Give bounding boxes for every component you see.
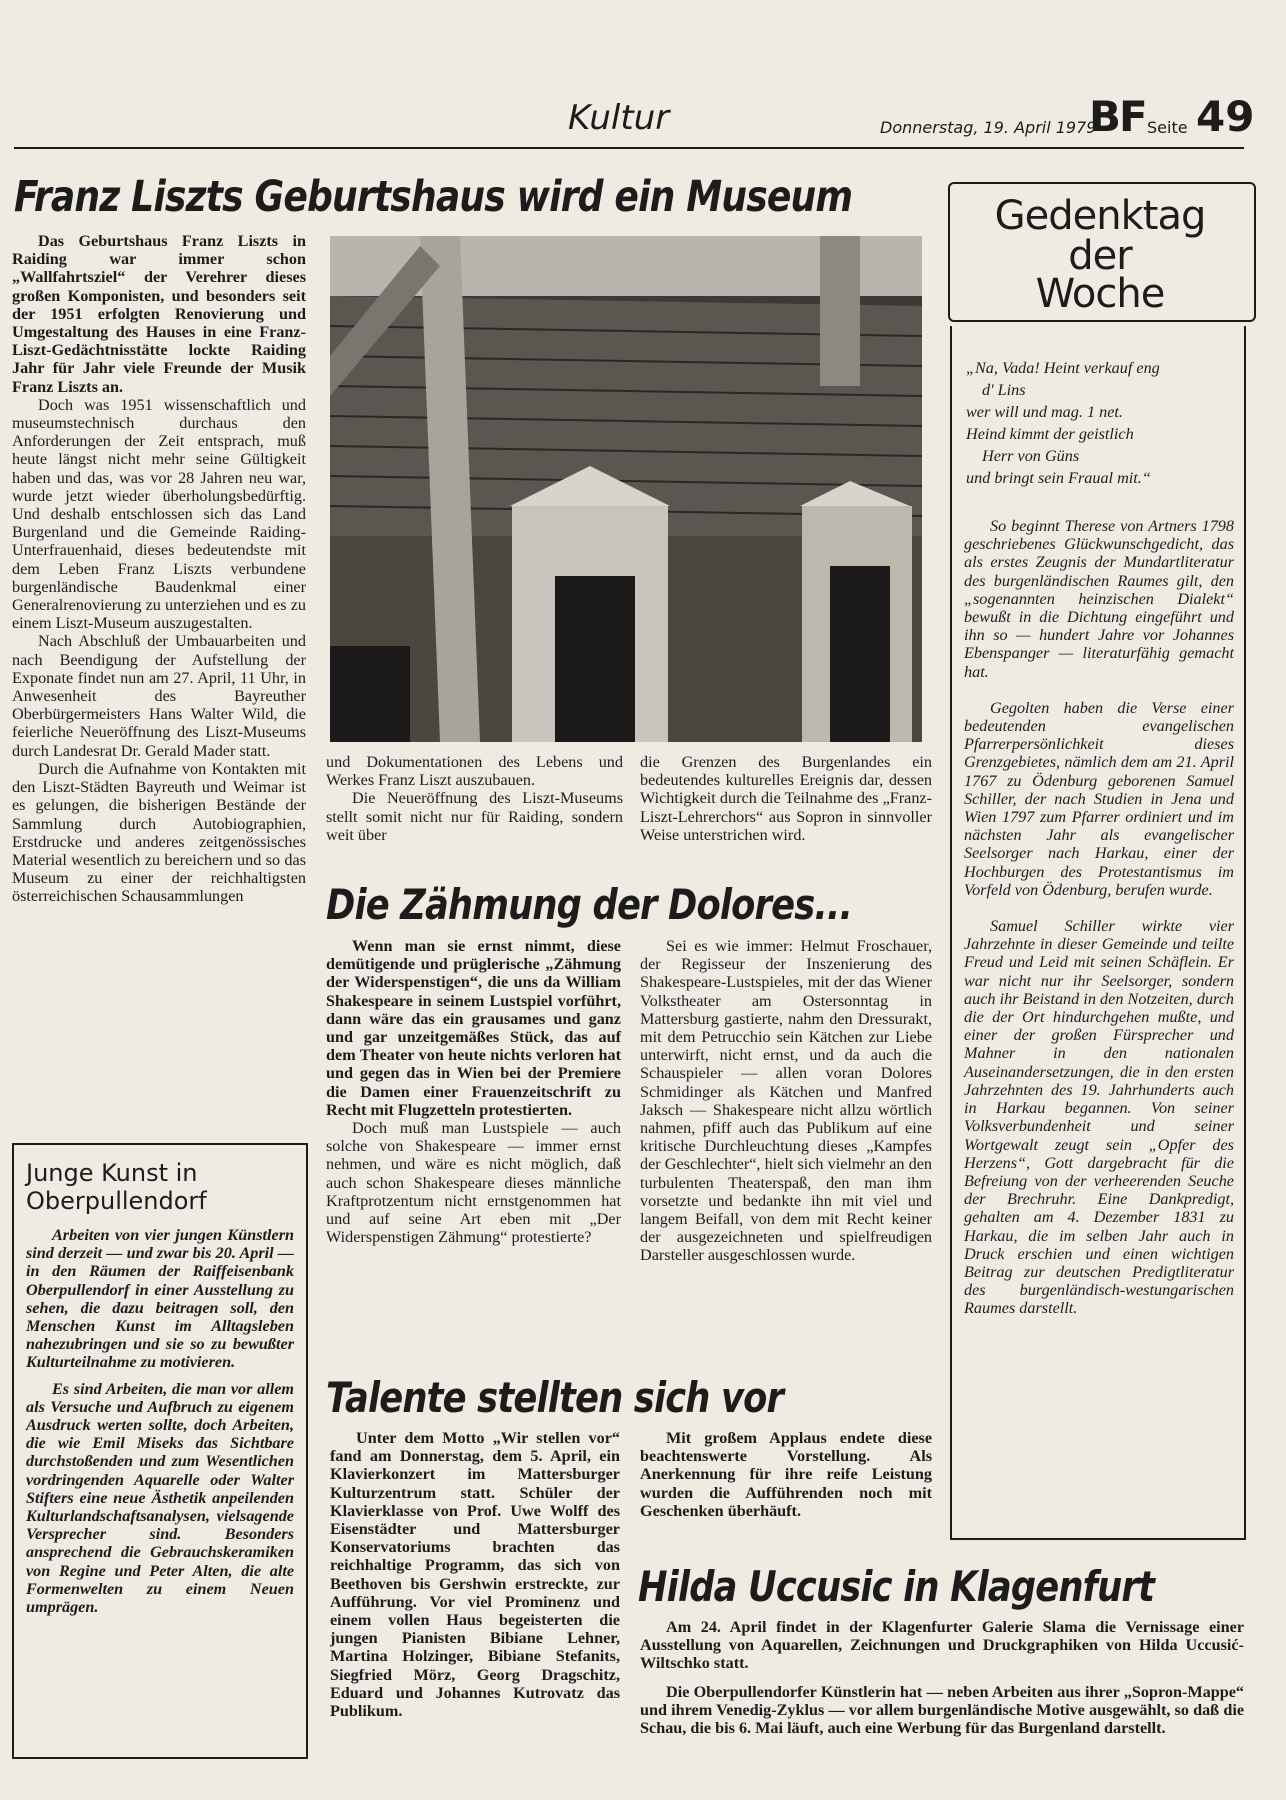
dolores-lead: Wenn man sie ernst nimmt, diese demütigende und prüglerische „Zähmung der Widerspenstigen“, die uns da William Shakespeare in seinem Lustspiel vorführt, dann wäre das ein grausames und ganz und gar unzeitgemäßes Stück, das auf dem Theater von heute nichts verloren hat und gegen das in Wien bei der Premiere die Damen einer Frauenzeitschrift zu Recht mit Flugzetteln protestierten. — [326, 937, 621, 1119]
talente-col2 — [640, 1429, 932, 1520]
gedenktag-verse — [966, 357, 1234, 489]
liszt-col3 — [640, 753, 932, 844]
dolores-col1 — [326, 937, 621, 1246]
talente-para: Unter dem Motto „Wir stellen vor“ fand am Donnerstag, dem 5. April, ein Klavierkonzert im Mattersburger Kulturzentrum statt. Schüler der Klavierklasse von Prof. Uwe Wolff des Eisenstädter und Mattersburger Konservatoriums brachten das reichhaltige Programm, das sich von Beethoven bis Gershwin erstreckte, zur Aufführung. Vor viel Prominenz und einem vollen Haus begeisterten die jungen Pianisten Bibiane Lehner, Martina Holzinger, Bibiane Stefanits, Siegfried Mörz, Georg Dragschitz, Eduard und Johannes Kutrovatz das Publikum. — [330, 1429, 620, 1721]
gedenktag-title-line1: Gedenktag — [994, 193, 1206, 239]
hilda-body — [640, 1618, 1244, 1737]
headline-liszt: Franz Liszts Geburtshaus wird ein Museum — [14, 172, 853, 222]
headline-dolores: Die Zähmung der Dolores... — [326, 880, 853, 929]
junge-box-left — [12, 1143, 14, 1759]
liszt-col2 — [326, 753, 623, 844]
junge-box-bottom — [12, 1757, 308, 1759]
dolores-col2 — [640, 937, 932, 1265]
section-title: Kultur — [568, 98, 670, 138]
junge-para: Arbeiten von vier jungen Künstlern sind derzeit — und zwar bis 20. April — in den Räumen der Raiffeisenbank Oberpullendorf in einer Ausstellung zu sehen, die dazu beitragen soll, den Menschen Kunst im Alltagsleben nahezubringen und sie so zu bewußter Kulturteilnahme zu motivieren. — [26, 1226, 294, 1372]
verse-line: d' Lins — [982, 381, 1026, 399]
talente-col1 — [330, 1429, 620, 1720]
gedenktag-box-right — [1244, 326, 1246, 1540]
verse-line: „Na, Vada! Heint verkauf eng — [966, 359, 1160, 377]
verse-line: und bringt sein Fraual mit.“ — [966, 469, 1151, 487]
gedenktag-para: So beginnt Therese von Artners 1798 geschriebenes Glückwunschgedicht, das als erstes Zeugnis der Mundartliteratur des burgenländischen Raumes gilt, den „sogenannten heinzischen Dialekt“ bewußt in die Dichtung eingeführt und ihn so — hundert Jahre vor Johannes Ebenspanger — literaturfähig gemacht hat. — [964, 517, 1234, 681]
headline-hilda: Hilda Uccusic in Klagenfurt — [638, 1562, 1155, 1611]
gedenktag-body — [964, 517, 1234, 1318]
junge-para: Es sind Arbeiten, die man vor allem als Versuche und Aufbruch zu eigenem Ausdruck werten sollte, doch Arbeiten, die wie Emil Miseks das Sichtbare durchstoßenden und zum Wesentlichen vordringenden Aquarelle oder Walter Stifters eine neue Ästhetik anpeilenden Kulturlandschaftsanalysen, vielsagende Versprecher sind. Besonders ansprechend die Gebrauchskeramiken von Regine und Peter Alten, die alte Formenwelten zu einem Neuen umprägen. — [26, 1379, 294, 1617]
gedenktag-title-line3: Woche — [1035, 271, 1165, 317]
headline-talente: Talente stellten sich vor — [326, 1373, 784, 1422]
dolores-para: Sei es wie immer: Helmut Froschauer, der Regisseur der Inszenierung des Shakespeare-Lustspieles, mit der das Wiener Volkstheater am Ostersonntag in Mattersburg gastierte, nahm den Dressurakt, mit dem Petrucchio sein Kätchen zur Liebe unterwirft, nicht ernst, und da auch die Schauspieler — allen voran Dolores Schmidinger als Kätchen und Manfred Jaksch — Shakespeare nicht allzu wörtlich nahmen, pfiff auch das Publikum auf eine kritische Durchleuchtung dieses „Kampfes der Geschlechter“, hielt sich vielmehr an den turbulenten Theaterspaß, den man ihm vorsetzte und bedankte ihn mit viel und langem Beifall, von dem mit Recht keiner der ausgezeichneten und spielfreudigen Darsteller ausgeschlossen wurde. — [640, 937, 932, 1265]
talente-para: Mit großem Applaus endete diese beachtenswerte Vorstellung. Als Anerkennung für ihre reife Leistung wurden die Aufführenden noch mit Geschenken überhäuft. — [640, 1429, 932, 1520]
gedenktag-para: Samuel Schiller wirkte vier Jahrzehnte in dieser Gemeinde und teilte Freud und Leid mit seinen Schäflein. Er war nicht nur ihr Seelsorger, sondern auch ihr Beistand in den Notzeiten, durch die der Ort hindurchgehen mußte, und einer der großen Fürsprecher und Mahner in den nationalen Auseinandersetzungen, die in den ersten Jahrzehnten des 19. Jahrhunderts auch in Harkau begannen. Von seiner Volksverbundenheit und seiner Wortgewalt zeugt sein „Opfer des Herzens“, Gott dargebracht für die Befreiung von der verheerenden Seuche der Brechruhr. Eine Dankpredigt, gehalten am 4. Dezember 1831 zu Harkau, die im selben Jahr auch in Druck erschien und einen wichtigen Beitrag zur deutschen Predigtliteratur des burgenländisch-westungarischen Raumes darstellt. — [964, 917, 1234, 1318]
issue-date: Donnerstag, 19. April 1979 — [880, 118, 1097, 137]
liszt-para: die Grenzen des Burgenlandes ein bedeutendes kulturelles Ereignis dar, dessen Wichtigkeit durch die Teilnahme des „Franz-Liszt-Lehrerchors“ aus Sopron in sinnvoller Weise unterstrichen wird. — [640, 753, 932, 844]
page-label: Seite — [1147, 118, 1188, 137]
hilda-para: Am 24. April findet in der Klagenfurter Galerie Slama die Vernissage einer Ausstellung von Aquarellen, Zeichnungen und Druckgraphiken von Hilda Uccusić-Wiltschko statt. — [640, 1618, 1244, 1673]
liszt-col1 — [12, 232, 306, 906]
liszt-para: Durch die Aufnahme von Kontakten mit den Liszt-Städten Bayreuth und Weimar ist es gelungen, die bisherigen Bestände der Sammlung durch Autobiographien, Erstdrucke und anderes zeitgenössisches Material wesentlich zu bereichern und so das Museum zu einer der reichhaltigsten österreichischen Schausammlungen — [12, 759, 306, 906]
header-rule — [14, 147, 1244, 149]
newspaper-logo: BF — [1089, 92, 1146, 141]
dolores-para: Doch muß man Lustspiele — auch solche von Shakespeare — immer ernst nehmen, und wäre es nicht möglich, daß auch schon Shakespeare dieses männliche Kraftprotzentum nicht ernstgenommen hat und auf seine Art eben mit „Der Widerspenstigen Zähmung“ protestierte? — [326, 1119, 621, 1247]
junge-title-line1: Junge Kunst in — [26, 1159, 198, 1187]
verse-line: Heind kimmt der geistlich — [966, 425, 1134, 443]
liszt-para: Nach Abschluß der Umbauarbeiten und nach Beendigung der Aufstellung der Exponate findet nun am 27. April, 11 Uhr, in Anwesenheit des Bayreuther Oberbürgermeisters Hans Walter Wild, die feierliche Neueröffnung des Liszt-Museums durch Landesrat Dr. Gerald Mader statt. — [12, 632, 306, 760]
junge-box-right — [306, 1143, 308, 1759]
junge-box-top — [12, 1143, 308, 1145]
page-number: 49 — [1196, 92, 1255, 141]
gedenktag-box-left — [950, 326, 952, 1540]
verse-line: Herr von Güns — [982, 447, 1080, 465]
liszt-para: Doch was 1951 wissenschaftlich und museumstechnisch durchaus den Anforderungen der Zeit entsprach, muß heute längst nicht mehr seine Gültigkeit haben und das, was vor 28 Jahren neu war, wurde jetzt wieder überholungsbedürftig. Und deshalb entschlossen sich das Land Burgenland und die Gemeinde Raiding-Unterfrauenhaid, dieses bedeutendste mit dem Leben Franz Liszts verbundene burgenländische Baudenkmal einer Generalrenovierung zu unterziehen und es zu einem Liszt-Museum auszugestalten. — [12, 395, 306, 633]
gedenktag-para: Gegolten haben die Verse einer bedeutenden evangelischen Pfarrerpersönlichkeit dieses Grenzgebietes, nämlich dem am 21. April 1767 zu Ödenburg geborenen Samuel Schiller, der nach Studien in Jena und Wien 1797 zum Pfarrer ordiniert und im nächsten Jahr als evangelischer Seelsorger nach Harkau, einer der Hochburgen des Protestantismus im Vorfeld von Ödenburg, berufen wurde. — [964, 698, 1234, 899]
gedenktag-box-bottom — [950, 1538, 1246, 1540]
junge-title-line2: Oberpullendorf — [26, 1187, 207, 1215]
house-photo-icon — [330, 236, 922, 742]
gedenktag-title-line2: der — [1068, 233, 1132, 279]
liszt-lead: Das Geburtshaus Franz Liszts in Raiding war immer schon „Wallfahrtsziel“ der Verehrer dieses großen Komponisten, und besonders seit der 1951 erfolgten Renovierung und Umgestaltung des Hauses in eine Franz-Liszt-Gedächtnisstätte lockte Raiding Jahr für Jahr viele Freunde der Musik Franz Liszts an. — [12, 232, 306, 396]
hilda-para: Die Oberpullendorfer Künstlerin hat — neben Arbeiten aus ihrer „Sopron-Mappe“ und ihrem Venedig-Zyklus — vor allem burgenländische Motive ausgewählt, so daß die Schau, die bis 6. Mai läuft, auch eine Werbung für das Burgenland darstellt. — [640, 1682, 1244, 1738]
house-photo — [330, 236, 922, 742]
junge-body — [26, 1226, 294, 1616]
liszt-para: Die Neueröffnung des Liszt-Museums stellt somit nicht nur für Raiding, sondern weit über — [326, 789, 623, 844]
verse-line: wer will und mag. 1 net. — [966, 403, 1123, 421]
liszt-para: und Dokumentationen des Lebens und Werkes Franz Liszt auszubauen. — [326, 753, 623, 790]
